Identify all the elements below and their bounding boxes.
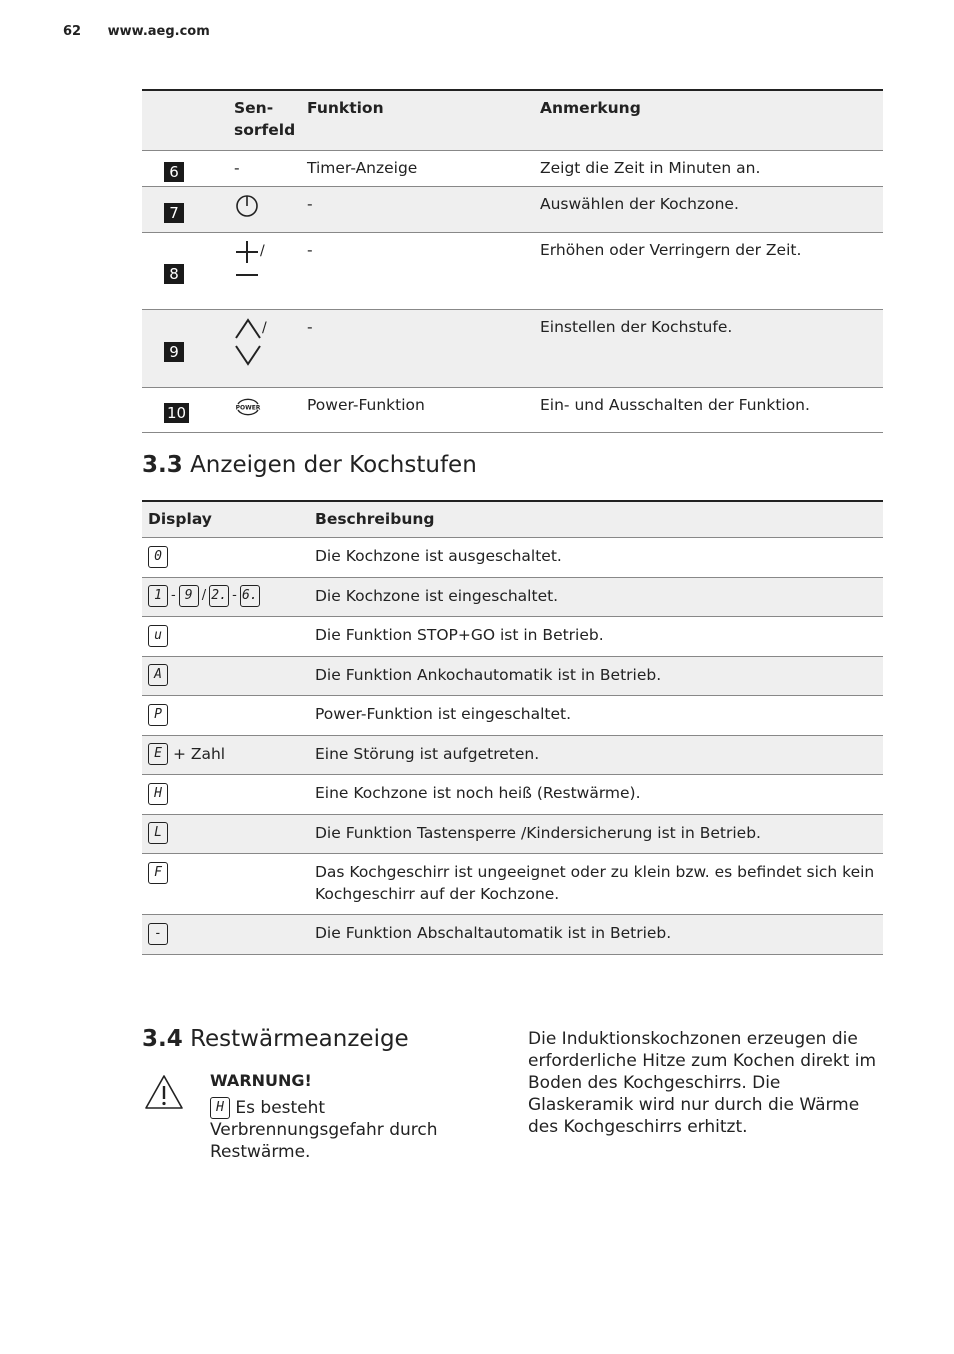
remark-cell: Auswählen der Kochzone. <box>540 187 883 233</box>
section-body-text: Die Induktionskochzonen erzeugen die erforderliche Hitze zum Kochen direkt im Boden des Kochgeschirrs. Die Glaskeramik wird nur durch die Wärme des Kochgeschirrs erhitzt. <box>528 1029 877 1137</box>
section-title: Anzeigen der Kochstufen <box>190 452 477 478</box>
display-cell <box>142 775 309 815</box>
description-cell: Die Funktion Ankochautomatik ist in Betrieb. <box>309 656 883 696</box>
section-heading-3-3 <box>142 452 477 478</box>
display-symbol: A <box>148 664 168 686</box>
display-symbol: F <box>148 862 168 884</box>
section-number: 3.3 <box>142 452 183 478</box>
display-symbol: H <box>148 783 168 805</box>
sensor-cell: - <box>234 159 240 177</box>
table-header-row <box>142 90 883 151</box>
row-number-badge: 7 <box>164 203 184 223</box>
display-cell <box>142 538 309 578</box>
remark-cell: Einstellen der Kochstufe. <box>540 310 883 388</box>
display-cell: 1 - 9 / 2. - 6. <box>142 577 309 617</box>
warning-text: Es besteht Verbrennungsgefahr durch Restwärme. <box>210 1098 438 1162</box>
remark-cell: Zeigt die Zeit in Minuten an. <box>540 159 761 177</box>
display-cell <box>142 814 309 854</box>
display-symbol: - <box>148 923 168 945</box>
remark-cell: Erhöhen oder Verringern der Zeit. <box>540 241 802 259</box>
table-row <box>142 617 883 657</box>
sensor-cell <box>234 233 307 310</box>
display-symbol: 0 <box>148 546 168 568</box>
clock-select-icon <box>234 193 260 219</box>
function-cell: - <box>307 187 540 233</box>
header-description: Beschreibung <box>309 501 883 538</box>
display-symbol: E <box>148 743 168 765</box>
header-remark: Anmerkung <box>540 90 883 151</box>
display-cell <box>142 735 309 775</box>
table-row <box>142 735 883 775</box>
description-cell: Power-Funktion ist eingeschaltet. <box>315 705 572 723</box>
function-cell: Power-Funktion <box>307 396 425 414</box>
table-row <box>142 656 883 696</box>
section-title: Restwärmeanzeige <box>190 1026 409 1052</box>
slash-separator: / <box>262 320 267 336</box>
sensor-cell <box>234 388 307 433</box>
description-cell: Das Kochgeschirr ist ungeeignet oder zu klein bzw. es befindet sich kein Kochgeschirr auf der Kochzone. <box>315 863 875 903</box>
display-symbol: P <box>148 704 168 726</box>
header-num-cell <box>142 90 234 151</box>
function-cell: - <box>307 310 540 388</box>
cooking-level-display-table <box>142 500 883 955</box>
display-cell <box>142 696 309 736</box>
table-row <box>142 854 883 915</box>
header-function: Funktion <box>307 90 540 151</box>
display-symbol: 2. <box>209 585 229 607</box>
display-suffix: + Zahl <box>172 744 226 763</box>
minus-icon <box>234 265 260 285</box>
table-header-row <box>142 501 883 538</box>
warning-text-block <box>210 1097 500 1163</box>
header-url: www.aeg.com <box>107 24 210 39</box>
table-row <box>142 775 883 815</box>
page-header <box>63 24 210 39</box>
sensor-cell <box>234 187 307 233</box>
row-number-badge: 6 <box>164 162 184 182</box>
section-number: 3.4 <box>142 1026 183 1052</box>
display-cell <box>142 854 309 915</box>
table-row <box>142 187 883 233</box>
sensor-field-table <box>142 89 883 433</box>
header-display: Display <box>142 501 309 538</box>
page-number: 62 <box>63 24 82 39</box>
display-cell <box>142 915 309 955</box>
remark-cell: Ein- und Ausschalten der Funktion. <box>540 396 810 414</box>
table-row <box>142 233 883 310</box>
table-row <box>142 915 883 955</box>
warning-triangle-icon <box>144 1074 184 1110</box>
header-sensor: Sen- sorfeld <box>234 90 307 151</box>
description-cell: Eine Kochzone ist noch heiß (Restwärme). <box>315 784 641 802</box>
table-row <box>142 310 883 388</box>
description-cell: Die Kochzone ist ausgeschaltet. <box>315 547 562 565</box>
table-row <box>142 388 883 433</box>
row-number-badge: 8 <box>164 264 184 284</box>
warning-title: WARNUNG! <box>210 1071 312 1090</box>
description-cell: Die Kochzone ist eingeschaltet. <box>309 577 883 617</box>
section-heading-3-4 <box>142 1026 512 1052</box>
table-row <box>142 814 883 854</box>
table-row <box>142 696 883 736</box>
slash-separator: / <box>260 243 265 259</box>
table-row <box>142 151 883 187</box>
display-symbol: u <box>148 625 168 647</box>
display-symbol: 1 <box>148 585 168 607</box>
plus-icon <box>234 239 260 265</box>
display-symbol: H <box>210 1097 230 1119</box>
description-cell: Eine Störung ist aufgetreten. <box>309 735 883 775</box>
function-cell: Timer-Anzeige <box>307 159 418 177</box>
display-symbol: 6. <box>240 585 260 607</box>
function-cell: - <box>307 241 313 259</box>
description-cell: Die Funktion Abschaltautomatik ist in Betrieb. <box>309 915 883 955</box>
display-symbol: 9 <box>179 585 199 607</box>
table-row <box>142 577 883 617</box>
row-number-badge: 10 <box>164 403 189 423</box>
display-cell <box>142 656 309 696</box>
display-symbol: L <box>148 822 168 844</box>
display-cell <box>142 617 309 657</box>
chevron-up-icon <box>234 316 262 342</box>
power-icon <box>234 394 262 420</box>
table-row <box>142 538 883 578</box>
description-cell: Die Funktion STOP+GO ist in Betrieb. <box>315 626 604 644</box>
row-number-badge: 9 <box>164 342 184 362</box>
description-cell: Die Funktion Tastensperre /Kindersicherung ist in Betrieb. <box>309 814 883 854</box>
chevron-down-icon <box>234 342 262 368</box>
svg-text:POWER: POWER <box>235 404 261 412</box>
sensor-cell <box>234 310 307 388</box>
